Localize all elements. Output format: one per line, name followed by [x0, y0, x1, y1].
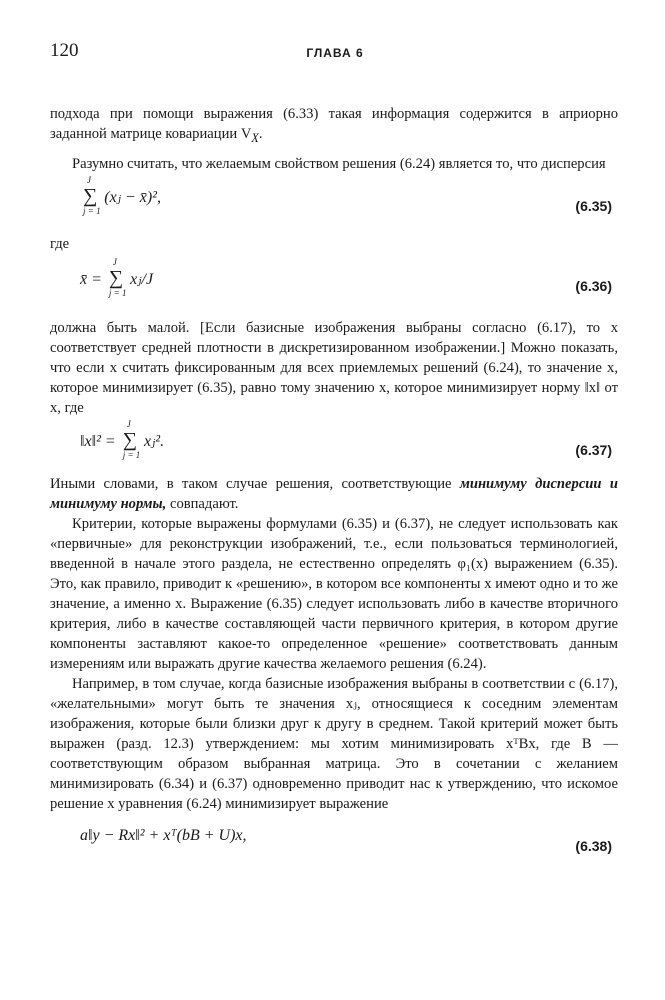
sum-lower-limit: j = 1 — [108, 287, 127, 298]
paragraph-4-start: Иными словами, в таком случае решения, соответствующие — [50, 475, 460, 492]
sum-upper-limit: J — [112, 256, 117, 267]
sum-lower-limit: j = 1 — [83, 205, 101, 216]
sum-symbol: ∑ J j = 1 — [108, 256, 127, 298]
equation-number: (6.35) — [575, 197, 612, 214]
paragraph-4 — [50, 474, 618, 514]
equation-body: a‖y − Rx‖² + xᵀ(bB + U)x, — [80, 826, 247, 844]
sum-symbol: ∑ J j = 1 — [83, 174, 101, 216]
paragraph-1 — [50, 104, 618, 148]
paragraph-4-emphasis: минимуму дисперсии и минимуму нормы, — [50, 475, 618, 512]
sum-lower-limit: j = 1 — [122, 449, 141, 460]
equation-lhs: x̄ = — [80, 270, 102, 288]
equation-6-38 — [50, 814, 618, 862]
paragraph-5: Критерии, которые выражены формулами (6.35) и (6.37), не следует использовать как «первичные» для реконструкции изображений, т.е., если пользоваться терминологией, введенной в начале этого раздела, не естественно определять φ₁(x) выражением (6.35). Это, как правило, приводит к «решению», в котором все компоненты x имеют одно и то же значение, а именно x. Выражение (6.35) следует использовать либо в качестве вторичного критерия, либо в качестве составляющей части первичного критерия, в котором другие компоненты заставляют какое-то определенное «решение» соответствовать данным измерениям или выражать другие качества желаемого решения (6.24). — [50, 515, 618, 672]
paragraph-4-end: совпадают. — [166, 495, 239, 512]
paragraph-1-text: подхода при помощи выражения (6.33) такая информация содержится в априорно заданной матрице ковариации V — [50, 106, 618, 142]
sum-symbol: ∑ J j = 1 — [122, 418, 141, 460]
paragraph-1-end: . — [258, 126, 263, 142]
equation-body: xⱼ/J — [130, 270, 154, 288]
equation-number: (6.38) — [575, 837, 612, 854]
equation-lhs: ‖x‖² = — [80, 432, 116, 450]
equation-6-37 — [50, 418, 618, 468]
sum-upper-limit: J — [126, 418, 131, 429]
paragraph-3: должна быть малой. [Если базисные изображения выбраны согласно (6.17), то x соответствует средней плотности в дискретизированном изображении.] Можно показать, что если x считать фиксированным для всех приемлемых решений (6.24), то значение x, которое минимизирует (6.35), равно тому значению x, которое минимизирует норму ‖x‖ от x, где — [50, 319, 618, 416]
equation-body: xⱼ². — [143, 432, 165, 450]
sum-upper-limit: J — [87, 174, 91, 185]
page-header — [50, 40, 620, 64]
paragraph-2: Разумно считать, что желаемым свойством решения (6.24) является то, что дисперсия — [72, 155, 606, 172]
paragraph-6: Например, в том случае, когда базисные изображения выбраны в соответствии с (6.17), «желательными» могут быть те значения xⱼ, относящиеся к соседним элементам изображения, которые были близки друг к другу в среднем. Такой критерий может быть выражен (разд. 12.3) утверждением: мы хотим минимизировать xᵀBx, где B — соответствующим образом выбранная матрица. Это в сочетании с желанием минимизировать (6.34) и (6.37) одновременно приводит нас к утверждению, что искомое решение x уравнения (6.24) минимизирует выражение — [50, 675, 618, 812]
page-number: 120 — [50, 40, 79, 61]
equation-body: (xⱼ − x̄)², — [104, 188, 161, 206]
equation-6-35 — [50, 174, 618, 232]
equation-number: (6.37) — [575, 441, 612, 458]
chapter-title: ГЛАВА 6 — [306, 46, 364, 60]
page-body — [50, 104, 618, 862]
covariance-subscript: X — [251, 130, 259, 145]
where-label-1: где — [50, 235, 70, 252]
equation-6-36 — [50, 254, 618, 312]
equation-number: (6.36) — [575, 277, 612, 294]
